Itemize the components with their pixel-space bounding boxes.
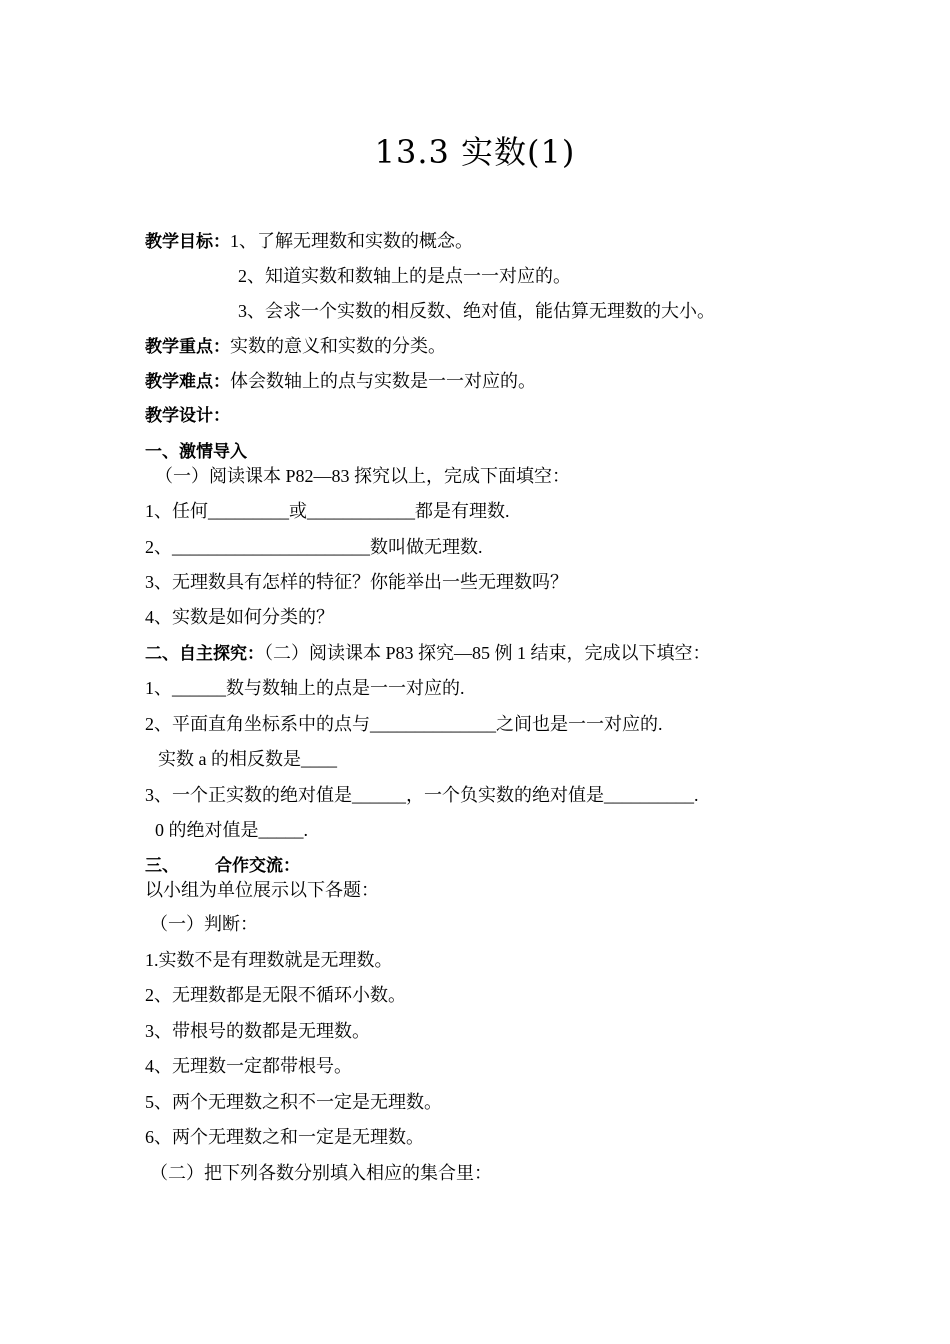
difficulty-text: 体会数轴上的点与实数是一一对应的。 — [230, 371, 536, 391]
section-2-heading: 二、自主探究： — [145, 644, 264, 664]
goal-item-2: 2、知道实数和数轴上的是点一一对应的。 — [238, 266, 571, 286]
section-2-q2: 2、平面直角坐标系中的点与______________之间也是一一对应的. — [145, 714, 663, 734]
section-3-heading-num: 三、 — [145, 856, 179, 876]
section-3-heading-text: 合作交流： — [215, 856, 300, 876]
judge-item-6: 6、两个无理数之和一定是无理数。 — [145, 1127, 424, 1147]
judge-item-2: 2、无理数都是无限不循环小数。 — [145, 985, 406, 1005]
difficulty-label: 教学难点： — [145, 372, 230, 392]
goal-item-3: 3、会求一个实数的相反数、绝对值，能估算无理数的大小。 — [238, 301, 715, 321]
judge-item-5: 5、两个无理数之积不一定是无理数。 — [145, 1092, 442, 1112]
judge-item-1: 1.实数不是有理数就是无理数。 — [145, 950, 393, 970]
section-2-q3b: 0 的绝对值是_____. — [155, 820, 308, 840]
section-1-intro: （一）阅读课本 P82—83 探究以上，完成下面填空： — [155, 466, 571, 486]
section-3-sub2: （二）把下列各数分别填入相应的集合里： — [150, 1163, 492, 1183]
section-2-q2b: 实数 a 的相反数是____ — [158, 749, 337, 769]
page-title: 13.3 实数(1) — [374, 133, 576, 171]
key-point-label: 教学重点： — [145, 337, 230, 357]
section-1-q2: 2、______________________数叫做无理数. — [145, 537, 483, 557]
section-2-intro: （二）阅读课本 P83 探究—85 例 1 结束，完成以下填空： — [264, 643, 711, 663]
teaching-difficulty — [145, 369, 536, 394]
section-2-q3: 3、一个正实数的绝对值是______，一个负实数的绝对值是__________. — [145, 785, 699, 805]
section-3-intro: 以小组为单位展示以下各题： — [145, 880, 379, 900]
teaching-goals — [145, 229, 473, 254]
section-2-header-line — [145, 641, 711, 666]
section-1-heading: 一、激情导入 — [145, 442, 247, 462]
judge-item-4: 4、无理数一定都带根号。 — [145, 1056, 352, 1076]
judge-item-3: 3、带根号的数都是无理数。 — [145, 1021, 370, 1041]
section-1-q4: 4、实数是如何分类的？ — [145, 607, 334, 627]
section-3-heading — [145, 854, 300, 878]
teaching-design-label: 教学设计： — [145, 406, 230, 426]
goal-item-1: 1、了解无理数和实数的概念。 — [230, 231, 473, 251]
teaching-key-point — [145, 334, 446, 359]
key-point-text: 实数的意义和实数的分类。 — [230, 336, 446, 356]
section-2-q1: 1、______数与数轴上的点是一一对应的. — [145, 678, 465, 698]
section-3-sub1: （一）判断： — [150, 914, 258, 934]
section-1-q1: 1、任何_________或____________都是有理数. — [145, 501, 510, 521]
goals-label: 教学目标： — [145, 232, 230, 252]
section-1-q3: 3、无理数具有怎样的特征？你能举出一些无理数吗？ — [145, 572, 568, 592]
